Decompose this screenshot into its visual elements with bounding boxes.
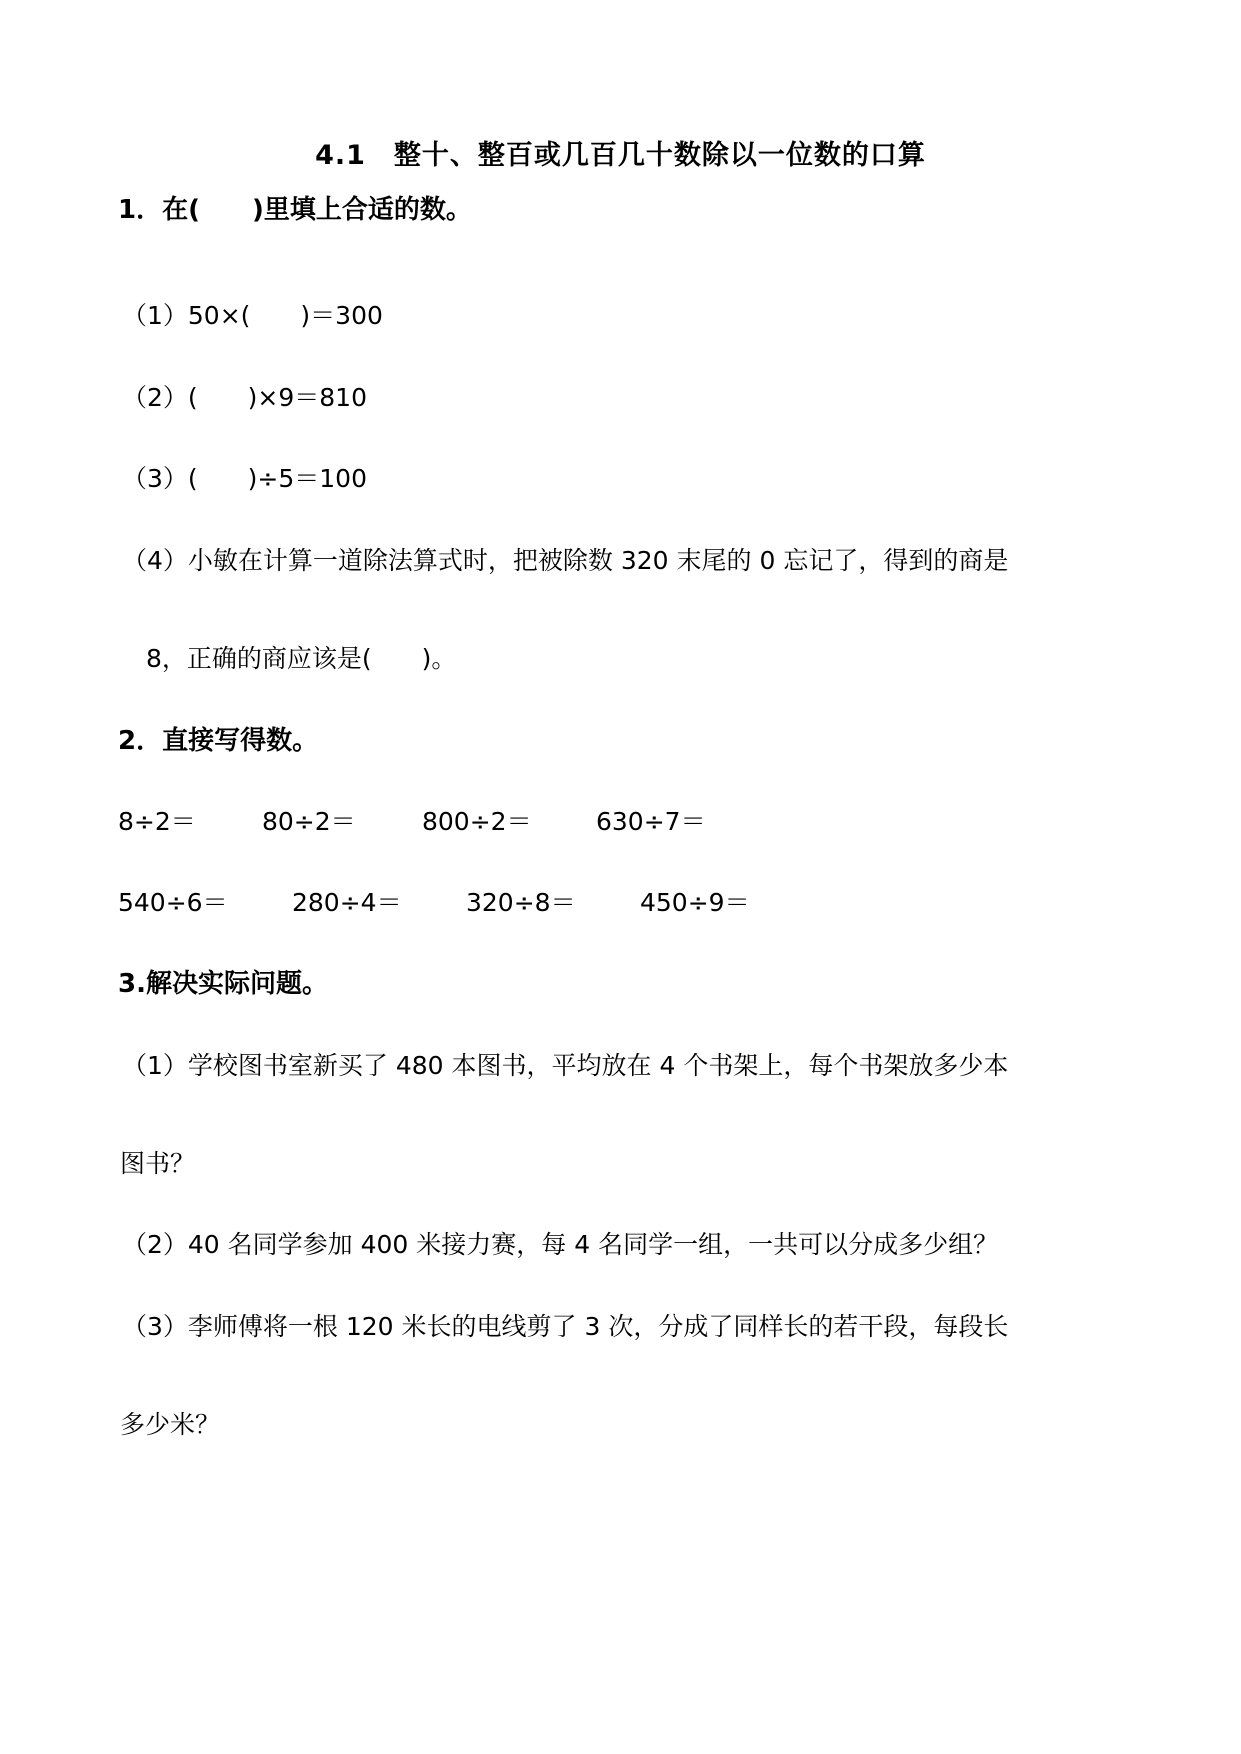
- problem-3-1-line-1: （1）学校图书室新买了 480 本图书，平均放在 4 个书架上，每个书架放多少本: [122, 1051, 1009, 1080]
- oral-calc-8: 450÷9＝: [640, 888, 750, 917]
- question-1-4-line-2: 8，正确的商应该是( )。: [146, 644, 457, 673]
- section-1-heading: 1．在( )里填上合适的数。: [118, 195, 472, 225]
- section-3-heading: 3.解决实际问题。: [118, 969, 328, 999]
- problem-3-3-line-1: （3）李师傅将一根 120 米长的电线剪了 3 次，分成了同样长的若干段，每段长: [122, 1312, 1009, 1341]
- oral-calc-5: 540÷6＝: [118, 888, 228, 917]
- question-1-3: （3）( )÷5＝100: [122, 464, 367, 493]
- oral-calc-7: 320÷8＝: [466, 888, 576, 917]
- oral-calc-3: 800÷2＝: [422, 807, 532, 836]
- question-1-4-line-1: （4）小敏在计算一道除法算式时，把被除数 320 末尾的 0 忘记了，得到的商是: [122, 546, 1009, 575]
- oral-calc-6: 280÷4＝: [292, 888, 402, 917]
- problem-3-1-line-2: 图书？: [120, 1149, 196, 1178]
- problem-3-2: （2）40 名同学参加 400 米接力赛，每 4 名同学一组，一共可以分成多少组？: [122, 1230, 999, 1259]
- section-2-heading: 2．直接写得数。: [118, 726, 319, 756]
- page-title: 4.1 整十、整百或几百几十数除以一位数的口算: [315, 140, 926, 171]
- oral-calc-2: 80÷2＝: [262, 807, 356, 836]
- question-1-1: （1）50×( )＝300: [122, 301, 383, 330]
- question-1-2: （2）( )×9＝810: [122, 383, 367, 412]
- oral-calc-4: 630÷7＝: [596, 807, 706, 836]
- problem-3-3-line-2: 多少米？: [120, 1410, 221, 1439]
- oral-calc-1: 8÷2＝: [118, 807, 196, 836]
